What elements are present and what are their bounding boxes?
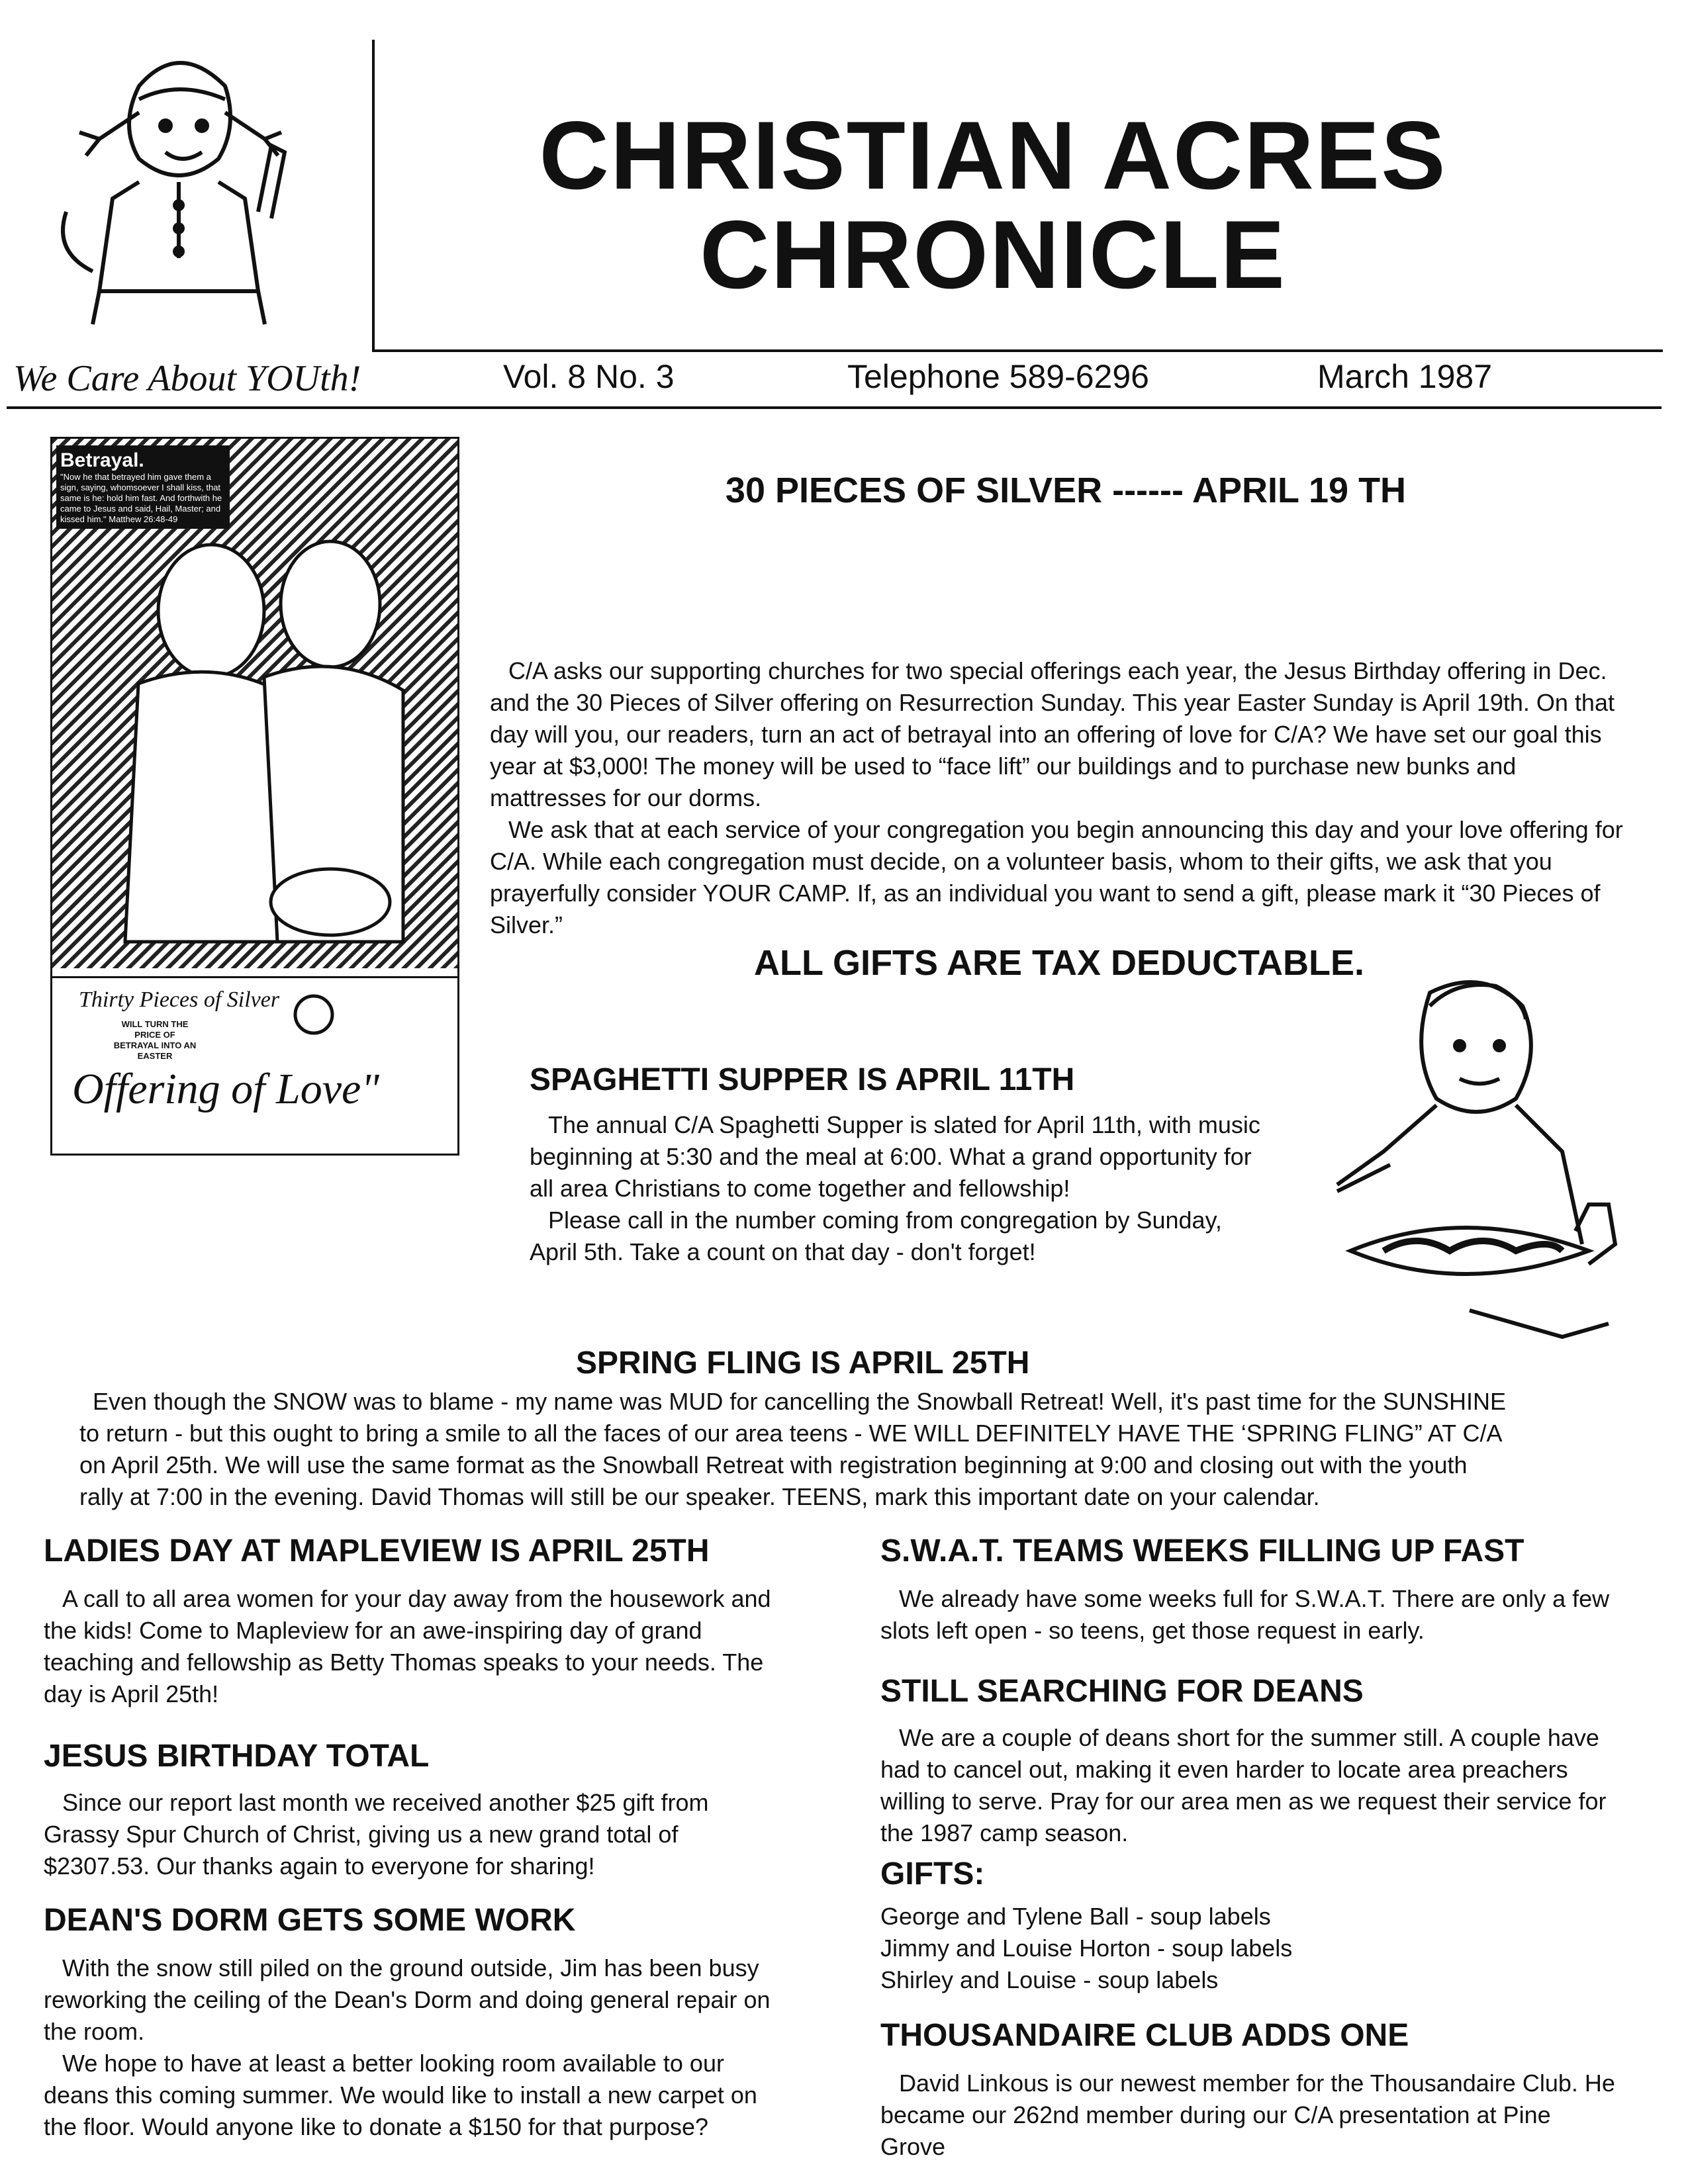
deans-search-paragraph: We are a couple of deans short for the summer still. A couple have had to cancel out, making it even harder to locate area preachers willing to serve. Pray for our area men as we request their service for the 1987 camp season. bbox=[880, 1724, 1607, 1846]
deans-dorm-article bbox=[44, 1952, 772, 2143]
ladies-day-headline: LADIES DAY AT MAPLEVIEW IS APRIL 25TH bbox=[44, 1533, 710, 1569]
poster-caption-script: Thirty Pieces of Silver bbox=[79, 987, 280, 1012]
jesus-birthday-paragraph: Since our report last month we received another $25 gift from Grassy Spur Church of Christ, giving us a new grand total of $2307.53. Our thanks again to everyone for sharing! bbox=[44, 1789, 709, 1880]
masthead-title-line2: CHRONICLE bbox=[700, 201, 1286, 308]
gifts-list bbox=[880, 1901, 1615, 1996]
betrayal-poster bbox=[50, 437, 459, 1156]
deans-search-headline: STILL SEARCHING FOR DEANS bbox=[880, 1674, 1364, 1709]
mascot-illustration bbox=[40, 40, 318, 331]
telephone: Telephone 589-6296 bbox=[847, 358, 1149, 395]
gift-item-3: Shirley and Louise - soup labels bbox=[880, 1966, 1219, 1993]
masthead-title bbox=[503, 101, 1483, 308]
deans-dorm-paragraph-2: We hope to have at least a better looking room available to our deans this coming summer. We would like to install a new carpet on the floor. Would anyone like to donate a $150 for that purpose? bbox=[44, 2050, 757, 2140]
swat-article bbox=[880, 1583, 1615, 1647]
poster-caption-small: WILL TURN THE PRICE OF BETRAYAL INTO AN EASTER bbox=[113, 1019, 197, 1061]
betrayal-figures-icon bbox=[112, 531, 416, 955]
poster-heading: Betrayal. bbox=[60, 449, 144, 471]
silver-paragraph-1: C/A asks our supporting churches for two special offerings each year, the Jesus Birthday offering in Dec. and the 30 Pieces of Silver offering on Resurrection Sunday. This year Easter Sunday is April 19th. On that day will you, our readers, turn an act of betrayal into an offering of love for C/A? We have set our goal this year at $3,000! The money will be used to “face lift” our buildings and to purchase new bunks and mattresses for our dorms. bbox=[490, 657, 1615, 811]
swat-paragraph: We already have some weeks full for S.W.A.T. There are only a few slots left open - so teens, get those request in early. bbox=[880, 1585, 1610, 1644]
spaghetti-headline: SPAGHETTI SUPPER IS APRIL 11TH bbox=[530, 1062, 1075, 1097]
deans-dorm-headline: DEAN'S DORM GETS SOME WORK bbox=[44, 1903, 576, 1938]
spring-fling-headline: SPRING FLING IS APRIL 25TH bbox=[576, 1345, 1030, 1381]
deans-search-article bbox=[880, 1722, 1615, 1849]
masthead-title-line1: CHRISTIAN ACRES bbox=[539, 101, 1447, 209]
girl-mascot-icon bbox=[40, 40, 318, 331]
tax-deductible-headline: ALL GIFTS ARE TAX DEDUCTABLE. bbox=[754, 943, 1364, 983]
jesus-birthday-article bbox=[44, 1787, 772, 1882]
masthead-vertical-rule bbox=[372, 40, 375, 351]
poster-verse-box bbox=[56, 445, 230, 529]
coin-icon bbox=[291, 991, 337, 1038]
tagline: We Care About YOUth! bbox=[13, 358, 361, 399]
thousandaire-article bbox=[880, 2068, 1615, 2163]
thousandaire-paragraph: David Linkous is our newest member for the Thousandaire Club. He became our 262nd member during our C/A presentation at Pine Grove bbox=[880, 2070, 1615, 2160]
gift-item-2: Jimmy and Louise Horton - soup labels bbox=[880, 1934, 1293, 1962]
volume-number: Vol. 8 No. 3 bbox=[503, 358, 675, 395]
gift-item-1: George and Tylene Ball - soup labels bbox=[880, 1903, 1271, 1930]
silver-article bbox=[490, 655, 1628, 941]
poster-caption-big: Offering of Love" bbox=[72, 1065, 379, 1113]
poster-verse: "Now he that betrayed him gave them a sign, saying, whomsoever I shall kiss, that same is he: hold him fast. And forthwith he came to Jesus and said, Hail, Master; and kissed him." Matthew 26:48-49 bbox=[60, 472, 222, 524]
poster-caption bbox=[52, 976, 457, 1156]
boy-eating-spaghetti-icon bbox=[1297, 966, 1635, 1363]
ladies-day-article bbox=[44, 1583, 772, 1710]
spaghetti-paragraph-2: Please call in the number coming from congregation by Sunday, April 5th. Take a count on that day - don't forget! bbox=[530, 1206, 1222, 1265]
spaghetti-paragraph-1: The annual C/A Spaghetti Supper is slated for April 11th, with music beginning at 5:30 and the meal at 6:00. What a grand opportunity for all area Christians to come together and fellowship! bbox=[530, 1111, 1260, 1202]
spring-fling-article bbox=[79, 1386, 1509, 1513]
thousandaire-headline: THOUSANDAIRE CLUB ADDS ONE bbox=[880, 2018, 1409, 2053]
ladies-day-paragraph: A call to all area women for your day away from the housework and the kids! Come to Mapleview for an awe-inspiring day of grand teaching and fellowship as Betty Thomas speaks to your needs. The day is April 25th! bbox=[44, 1585, 771, 1707]
masthead-rule-bottom bbox=[7, 406, 1662, 409]
swat-headline: S.W.A.T. TEAMS WEEKS FILLING UP FAST bbox=[880, 1533, 1524, 1569]
gifts-headline: GIFTS: bbox=[880, 1856, 985, 1891]
deans-dorm-paragraph-1: With the snow still piled on the ground outside, Jim has been busy reworking the ceiling of the Dean's Dorm and doing general repair on the room. bbox=[44, 1954, 771, 2045]
boy-eating-illustration bbox=[1297, 966, 1635, 1363]
silver-paragraph-2: We ask that at each service of your congregation you begin announcing this day and your love offering for C/A. While each congregation must decide, on a volunteer basis, whom to their gifts, we ask that you prayerfully consider YOUR CAMP. If, as an individual you want to send a gift, please mark it “30 Pieces of Silver.” bbox=[490, 816, 1623, 938]
issue-date: March 1987 bbox=[1317, 358, 1493, 395]
jesus-birthday-headline: JESUS BIRTHDAY TOTAL bbox=[44, 1739, 430, 1774]
spaghetti-article bbox=[530, 1109, 1264, 1268]
silver-headline: 30 PIECES OF SILVER ------ APRIL 19 TH bbox=[725, 471, 1407, 510]
spring-fling-paragraph: Even though the SNOW was to blame - my name was MUD for cancelling the Snowball Retreat! Well, it's past time for the SUNSHINE to return - but this ought to bring a smile to all the faces of our area teens - WE WILL DEFINITELY HAVE THE ‘SPRING FLING” AT C/A on April 25th. We will use the same format as the Snowball Retreat with registration beginning at 9:00 and closing out with the youth rally at 7:00 in the evening. David Thomas will still be our speaker. TEENS, mark this important date on your calendar. bbox=[79, 1388, 1507, 1510]
masthead-rule-top bbox=[372, 349, 1663, 352]
